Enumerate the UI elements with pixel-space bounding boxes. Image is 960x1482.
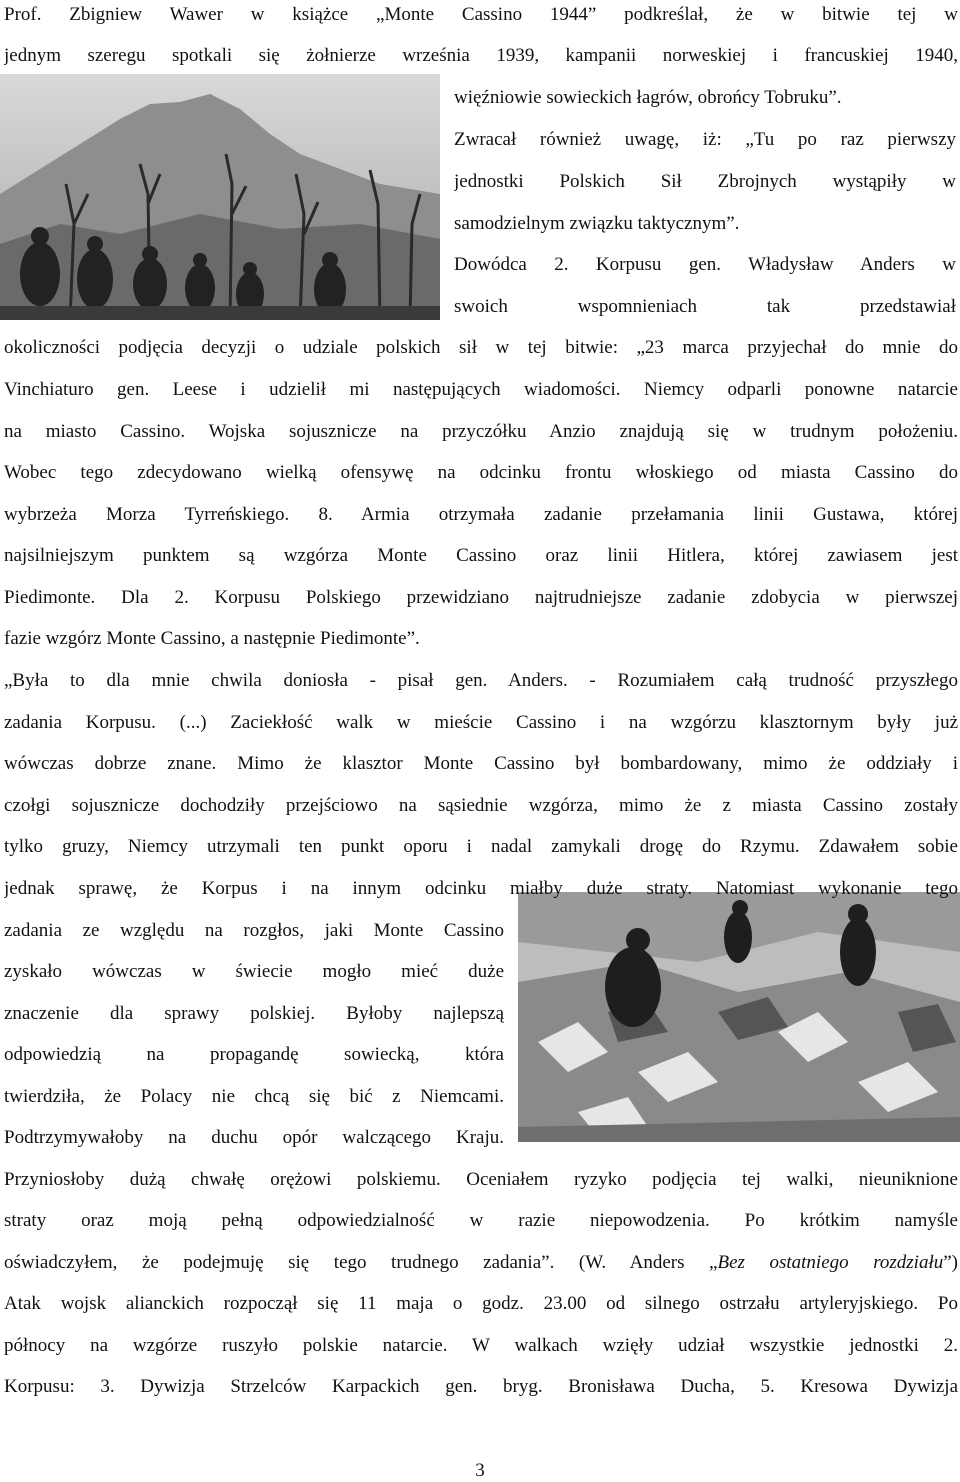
text-line: więźniowie sowieckich łagrów, obrońcy Tobruku”. <box>454 87 842 108</box>
text-line: okoliczności podjęcia decyzji o udziale polskich sił w tej bitwie: „23 marca przyjechał do mnie do <box>4 337 958 358</box>
text-line: tylko gruzy, Niemcy utrzymali ten punkt oporu i nadal zamykali drogę do Rzymu. Zdawałem sobie <box>4 836 958 857</box>
text-line: zyskało wówczas w świecie mogło mieć duże <box>4 961 504 982</box>
photo-soldiers-rocky-slope <box>518 892 960 1142</box>
text-line-with-citation <box>4 1248 958 1278</box>
text-line: jednostki Polskich Sił Zbrojnych wystąpiły w <box>454 171 956 192</box>
text-line: czołgi sojusznicze dochodziły przejściowo na sąsiednie wzgórza, mimo że z miasta Cassino zostały <box>4 795 958 816</box>
text-line: swoich wspomnieniach tak przedstawiał <box>454 296 956 317</box>
text-line: zadania ze względu na rozgłos, jaki Monte Cassino <box>4 920 504 941</box>
text-line: samodzielnym związku taktycznym”. <box>454 213 740 234</box>
text-line: znaczenie dla sprawy polskiej. Byłoby najlepszą <box>4 1003 504 1024</box>
text-line: jednym szeregu spotkali się żołnierze września 1939, kampanii norweskiej i francuskiej 1940, <box>4 45 958 66</box>
text-line: „Była to dla mnie chwila doniosła - pisał gen. Anders. - Rozumiałem całą trudność przyszłego <box>4 670 958 691</box>
text-line: Zwracał również uwagę, iż: „Tu po raz pierwszy <box>454 129 956 150</box>
text-line: Prof. Zbigniew Wawer w książce „Monte Cassino 1944” podkreślał, że w bitwie tej w <box>4 4 958 25</box>
text-segment: ”) <box>943 1252 958 1273</box>
text-line: jednak sprawę, że Korpus i na innym odcinku miałby duże straty. Natomiast wykonanie tego <box>4 878 958 899</box>
text-line: najsilniejszym punktem są wzgórza Monte Cassino oraz linii Hitlera, której zawiasem jest <box>4 545 958 566</box>
book-title: Bez ostatniego rozdziału <box>717 1252 944 1273</box>
text-segment: oświadczyłem, że podejmuję się tego trudnego zadania”. (W. Anders „ <box>4 1252 718 1273</box>
text-line: północy na wzgórze ruszyło polskie natarcie. W walkach wzięły udział wszystkie jednostki 2. <box>4 1335 958 1356</box>
text-line: wybrzeża Morza Tyrreńskiego. 8. Armia otrzymała zadanie przełamania linii Gustawa, której <box>4 504 958 525</box>
text-line: Podtrzymywałoby na duchu opór walczącego Kraju. <box>4 1127 504 1148</box>
text-line: straty oraz moją pełną odpowiedzialność w razie niepowodzenia. Po krótkim namyśle <box>4 1210 958 1231</box>
page-number: 3 <box>475 1460 485 1481</box>
text-line: Przyniosłoby dużą chwałę orężowi polskiemu. Oceniałem ryzyko podjęcia tej walki, nieuniknione <box>4 1169 958 1190</box>
text-line: Dowódca 2. Korpusu gen. Władysław Anders w <box>454 254 956 275</box>
photo-soldiers-monte-cassino <box>0 74 440 320</box>
text-line: Korpusu: 3. Dywizja Strzelców Karpackich gen. bryg. Bronisława Ducha, 5. Kresowa Dywizja <box>4 1376 958 1397</box>
text-line: odpowiedzią na propagandę sowiecką, która <box>4 1044 504 1065</box>
text-line: Vinchiaturo gen. Leese i udzielił mi następujących wiadomości. Niemcy odparli ponowne natarcie <box>4 379 958 400</box>
text-line: na miasto Cassino. Wojska sojusznicze na przyczółku Anzio znajdują się w trudnym położeniu. <box>4 421 958 442</box>
text-line: Piedimonte. Dla 2. Korpusu Polskiego przewidziano najtrudniejsze zadanie zdobycia w pierwszej <box>4 587 958 608</box>
text-line: zadania Korpusu. (...) Zaciekłość walk w mieście Cassino i na wzgórzu klasztornym były już <box>4 712 958 733</box>
text-line: wówczas dobrze znane. Mimo że klasztor Monte Cassino był bombardowany, mimo że oddziały i <box>4 753 958 774</box>
text-line: fazie wzgórz Monte Cassino, a następnie Piedimonte”. <box>4 628 420 649</box>
text-line: twierdziła, że Polacy nie chcą się bić z Niemcami. <box>4 1086 504 1107</box>
text-line: Wobec tego zdecydowano wielką ofensywę na odcinku frontu włoskiego od miasta Cassino do <box>4 462 958 483</box>
text-line: Atak wojsk alianckich rozpoczął się 11 maja o godz. 23.00 od silnego ostrzału artyleryjskiego. Po <box>4 1293 958 1314</box>
